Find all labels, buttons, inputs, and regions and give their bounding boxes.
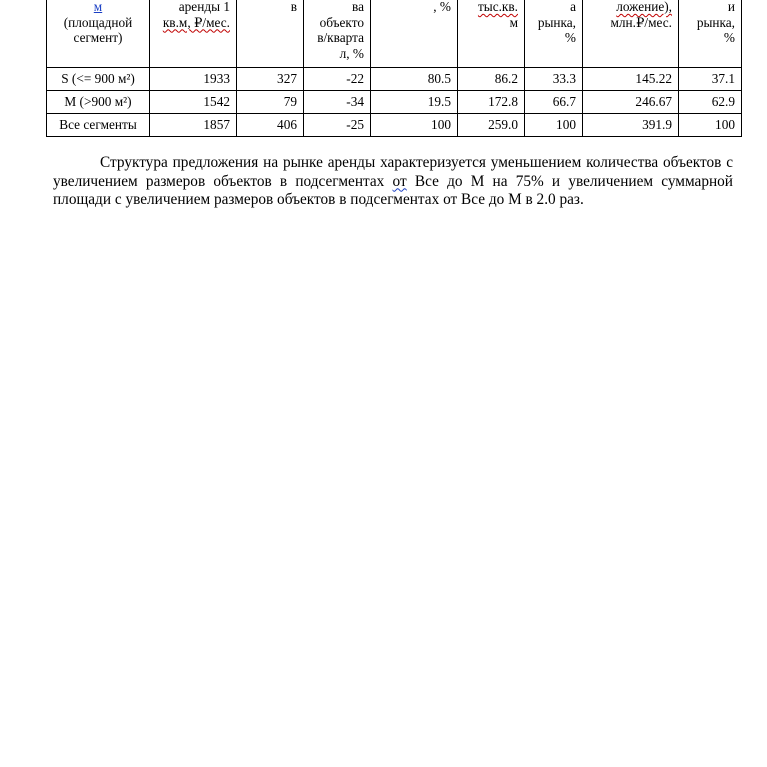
table-cell: 37.1 [679, 68, 742, 91]
table-row [47, 91, 742, 114]
header-line: рынка, [696, 14, 735, 30]
table-cell: 33.3 [525, 68, 583, 91]
table-cell: 86.2 [458, 68, 525, 91]
table-row [47, 68, 742, 91]
header-line: тыс.кв. [477, 0, 518, 14]
table-cell: 100 [679, 114, 742, 137]
table-cell-segment: Все сегменты [47, 114, 150, 137]
header-line: объекто [319, 14, 364, 30]
table-header-row [47, 0, 742, 68]
header-cell-rent-rate [150, 0, 237, 68]
table-cell: 100 [371, 114, 458, 137]
table-cell: -34 [304, 91, 371, 114]
table-cell: 1542 [150, 91, 237, 114]
table-cell: 80.5 [371, 68, 458, 91]
header-cell-count-change [304, 0, 371, 68]
header-line: % [564, 30, 576, 45]
table-cell: -25 [304, 114, 371, 137]
header-cell-volume [583, 0, 679, 68]
header-cell-count [237, 0, 304, 68]
table-cell: 172.8 [458, 91, 525, 114]
header-line: % [723, 30, 735, 45]
table-cell: 1857 [150, 114, 237, 137]
table-cell: 259.0 [458, 114, 525, 137]
header-line: м [509, 14, 518, 30]
header-line: в [290, 0, 297, 14]
table-cell: 100 [525, 114, 583, 137]
header-line: рынка, [537, 14, 576, 30]
header-line: сегмент) [73, 30, 123, 45]
header-line: в/кварта [317, 30, 364, 45]
header-line: л, % [339, 45, 364, 61]
table-cell: 246.67 [583, 91, 679, 114]
table-cell: 19.5 [371, 91, 458, 114]
table-cell-segment: S (<= 900 м²) [47, 68, 150, 91]
header-line: ва [351, 0, 364, 14]
table-cell: -22 [304, 68, 371, 91]
table-cell: 327 [237, 68, 304, 91]
header-line: а [570, 0, 576, 14]
header-line[interactable]: м [93, 0, 103, 14]
header-line: аренды 1 [178, 0, 230, 14]
table-cell: 66.7 [525, 91, 583, 114]
table-cell-segment: M (>900 м²) [47, 91, 150, 114]
header-line: кв.м, ₽/мес. [162, 14, 230, 30]
table-cell: 79 [237, 91, 304, 114]
header-line: (площадной [63, 14, 133, 30]
paragraph-text: Все до M на 75% и увеличением суммарной площади с увеличением размеров объектов в подсегментах от Все до M в 2.0 раз. [53, 172, 733, 209]
table-cell: 391.9 [583, 114, 679, 137]
table-cell: 406 [237, 114, 304, 137]
header-line: ложение), [616, 0, 672, 14]
header-cell-area-share [525, 0, 583, 68]
header-cell-volume-share [679, 0, 742, 68]
header-line: млн.₽/мес. [610, 14, 672, 30]
header-cell-segment [47, 0, 150, 68]
paragraph-spellcheck-word: от [392, 172, 407, 190]
header-cell-area [458, 0, 525, 68]
paragraph-text: Структура предложения на рынке аренды характеризуется уменьшением количества объектов с увеличением размеров объектов в подсегментах [53, 154, 733, 190]
table-cell: 62.9 [679, 91, 742, 114]
table-row [47, 114, 742, 137]
header-cell-count-share [371, 0, 458, 68]
table-cell: 1933 [150, 68, 237, 91]
header-line: и [727, 0, 735, 14]
header-line: , % [433, 0, 451, 14]
summary-paragraph [53, 154, 733, 209]
table-cell: 145.22 [583, 68, 679, 91]
market-table [46, 0, 742, 137]
